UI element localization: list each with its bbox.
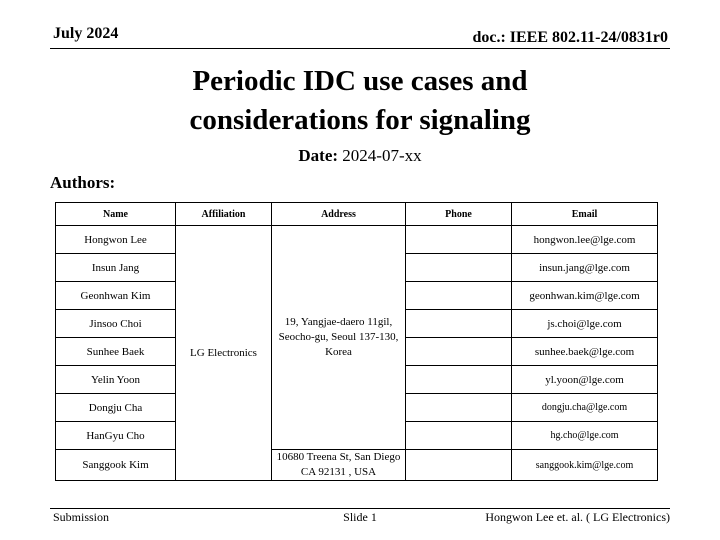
author-email: hongwon.lee@lge.com — [512, 226, 658, 254]
author-name: Sanggook Kim — [56, 450, 176, 481]
footer-right: Hongwon Lee et. al. ( LG Electronics) — [485, 510, 670, 524]
header-rule — [50, 48, 670, 49]
footer-rule — [50, 508, 670, 509]
table-header-row — [56, 203, 658, 226]
address-cell-2: 10680 Treena St, San Diego CA 92131 , USA — [272, 450, 406, 481]
slide-title — [0, 62, 720, 140]
author-email: yl.yoon@lge.com — [512, 366, 658, 394]
author-email: sanggook.kim@lge.com — [512, 450, 658, 481]
affiliation-cell: LG Electronics — [176, 226, 272, 481]
col-header-email: Email — [512, 203, 658, 226]
author-phone — [406, 394, 512, 422]
author-name: Sunhee Baek — [56, 338, 176, 366]
footer-left: Submission — [53, 510, 110, 524]
author-phone — [406, 254, 512, 282]
title-line-1: Periodic IDC use cases and — [192, 65, 528, 97]
author-email: insun.jang@lge.com — [512, 254, 658, 282]
date-value: 2024-07-xx — [342, 146, 422, 165]
author-phone — [406, 366, 512, 394]
col-header-address: Address — [272, 203, 406, 226]
author-email: sunhee.baek@lge.com — [512, 338, 658, 366]
authors-table — [55, 202, 658, 481]
author-email: js.choi@lge.com — [512, 310, 658, 338]
author-name: Dongju Cha — [56, 394, 176, 422]
address-cell: 19, Yangjae-daero 11gil, Seocho-gu, Seoul 137-130, Korea — [272, 226, 406, 450]
date-label: Date: — [298, 146, 339, 165]
col-header-phone: Phone — [406, 203, 512, 226]
table-row — [56, 450, 658, 481]
table-row — [56, 226, 658, 254]
col-header-affiliation: Affiliation — [176, 203, 272, 226]
author-email: hg.cho@lge.com — [512, 422, 658, 450]
author-phone — [406, 338, 512, 366]
author-phone — [406, 310, 512, 338]
author-email: geonhwan.kim@lge.com — [512, 282, 658, 310]
author-phone — [406, 450, 512, 481]
author-phone — [406, 282, 512, 310]
author-phone — [406, 422, 512, 450]
author-email: dongju.cha@lge.com — [512, 394, 658, 422]
author-name: Insun Jang — [56, 254, 176, 282]
author-name: HanGyu Cho — [56, 422, 176, 450]
col-header-name: Name — [56, 203, 176, 226]
authors-heading: Authors: — [50, 173, 116, 192]
date-line — [0, 146, 720, 166]
author-name: Jinsoo Choi — [56, 310, 176, 338]
title-line-2: considerations for signaling — [189, 104, 531, 136]
author-name: Hongwon Lee — [56, 226, 176, 254]
author-name: Yelin Yoon — [56, 366, 176, 394]
author-name: Geonhwan Kim — [56, 282, 176, 310]
slide-number: Slide 1 — [343, 510, 377, 524]
header-doc-id: doc.: IEEE 802.11-24/0831r0 — [472, 29, 668, 46]
author-phone — [406, 226, 512, 254]
header-date: July 2024 — [53, 25, 119, 42]
